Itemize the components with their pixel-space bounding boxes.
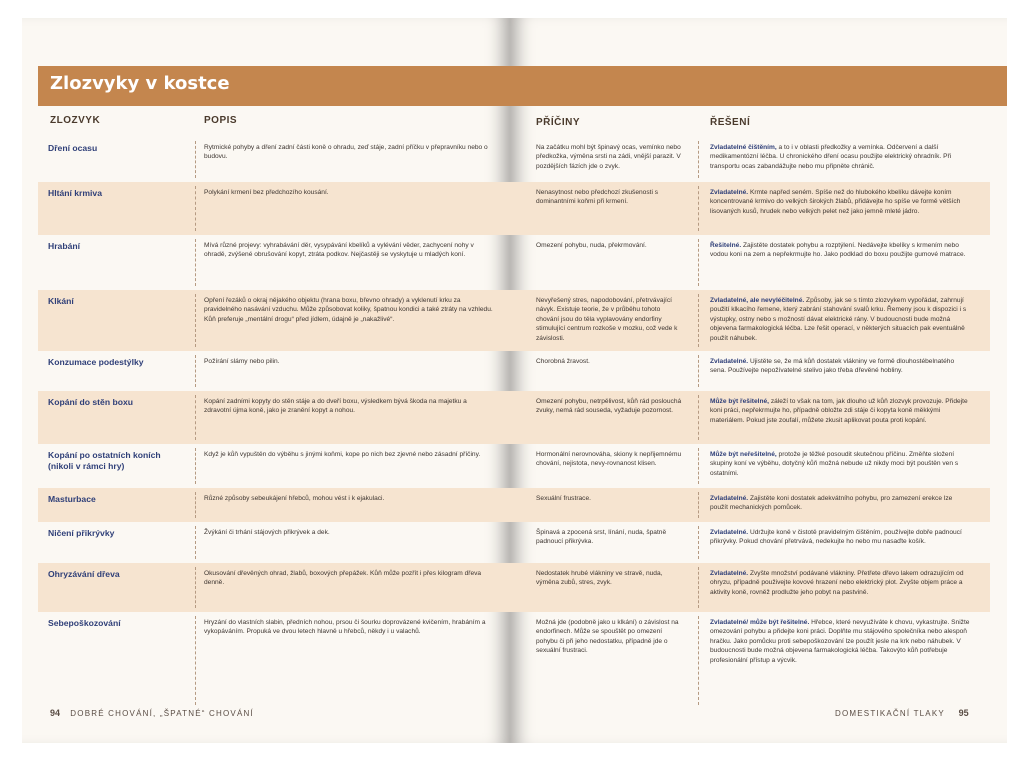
cause-text: Nevyřešený stres, napodobování, přetrvávající návyk. Existuje teorie, že v průběhu tohoto chování jsou do těla vyplavovány endorfiny stimulující centrum rozkoše v mozku, což vede k závislosti.: [536, 297, 678, 342]
table-row: [38, 137, 510, 182]
column-divider: [698, 294, 699, 347]
section-title: DOMESTIKAČNÍ TLAKY: [835, 709, 945, 718]
solution-body: Krmte napřed seném. Spíše než do hlubokého kbelíku dávejte koním koncentrované krmivo do velkých širokých žlabů, přidávejte ho spíše ve formě větších lisovaných kusů, hrudek nebo velkých pelet než jako jemně mleté jádro.: [710, 189, 961, 215]
habit-name: Kopání do stěn boxu: [48, 397, 133, 407]
page-number: 95: [958, 708, 969, 718]
solution-body: Zvyšte množství podávané vlákniny. Přetřete dřevo lakem odrazujícím od ohryzu, případně použivejte kovové hrazení nebo elektrický plot. Zvyšte objem práce a aktivity koně, rovněž prodlužte jeho pobyt na pastvině.: [710, 570, 964, 596]
table-row: [38, 290, 510, 351]
cause-text: Na začátku mohl být špinavý ocas, vemínko nebo předkožka, výměna srsti na zádi, vnější parazit. V pozdějších fázích jde o zvyk.: [536, 144, 681, 170]
solution-body: Způsoby, jak se s tímto zlozvykem vypořádat, zahrnují použití klkacího řemene, který zabrání stahování svalů krku. Řemeny jsou k dispozici i s výstupky, ostny nebo s možností dávat elektrické rány. V budoucnosti bude možná objevena farmakologická léčba. Lze řešit operací, v některých situacích pak eventuálně použít náhubek.: [710, 297, 967, 342]
column-divider: [195, 239, 196, 286]
habit-description: Mívá různé projevy: vyhrabávání děr, vysypávání kbelíků a vylévání věder, zachycení nohy v ohradě, zvýšené obrušování kopyt, ztráta podkov. Nejčastěji se vyskytuje u mladých koní.: [204, 242, 474, 259]
table-row: [510, 563, 990, 612]
habit-description: Různé způsoby sebeukájení hřebců, mohou vést i k ejakulaci.: [204, 495, 385, 502]
column-divider: [195, 526, 196, 559]
cause-text: Chorobná žravost.: [536, 358, 590, 365]
cause-text: Omezení pohybu, nuda, překrmování.: [536, 242, 647, 249]
solution-body: protože je těžké posoudit skutečnou příčinu. Změňte složení skupiny koní ve výběhu, dotyčný kůň možná nebude už nikdy moci být pouštěn ven s ostatními.: [710, 451, 959, 477]
habit-name: Ohryzávání dřeva: [48, 569, 120, 579]
table-row: [510, 522, 990, 563]
book-spread: [22, 18, 1007, 743]
solution-text: [710, 528, 972, 547]
habit-name: Kopání po ostatních koních (nikoli v rámci hry): [48, 450, 161, 471]
column-header-habit: ZLOZVYK: [50, 115, 101, 126]
table-row: [38, 182, 510, 235]
right-page: [510, 18, 1007, 743]
column-divider: [195, 141, 196, 178]
habit-description: Opření řezáků o okraj nějakého objektu (hrana boxu, břevno ohrady) a vyklenutí krku za pravidelného nasávání vzduchu. Může způsobovat koliky, špatnou kondici a také ztráty na vzhledu. Kůň preferuje „mentální drogu“ před jídlem, údajně je „nakažlivé“.: [204, 297, 493, 323]
table-row: [38, 522, 510, 563]
column-divider: [698, 141, 699, 178]
solution-label: Může být řešitelné,: [710, 398, 769, 405]
habit-name: Masturbace: [48, 494, 96, 504]
table-row: [38, 488, 510, 522]
habit-name: Hltání krmiva: [48, 188, 102, 198]
solution-body: Zajistěte koni dostatek adekvátního pohybu, pro zamezení erekce lze použít mechanických pomůcek.: [710, 495, 953, 512]
solution-body: Hřebce, které nevyužíváte k chovu, vykastrujte. Snižte omezování pohybu a přidejte koni práci. Doplňte mu stájového společníka nebo alespoň hračku. Jako pomůcku proti sebepoškozování lze použít jesle na krk nebo náhubek. V budoucnosti bude možná objevena farmakologická léčba. Takovýto kůň potřebuje profesionální přístup a výcvik.: [710, 619, 970, 664]
table-row: [510, 235, 990, 290]
habit-name: Ničení přikrývky: [48, 528, 115, 538]
column-divider: [698, 567, 699, 608]
habit-name: Sebepoškozování: [48, 618, 121, 628]
column-divider: [698, 186, 699, 231]
column-divider: [698, 616, 699, 705]
solution-body: záleží to však na tom, jak dlouho už kůň zlozvyk provozuje. Přidejte koni práci, nepřekrmujte ho, případně obložte zdi stáje či kopyta koně měkkými materiálem. Pokud jste zoufalí, můžete zkusit aplikovat pouta proti kopání.: [710, 398, 968, 424]
table-row: [510, 391, 990, 444]
solution-text: [710, 450, 972, 478]
column-divider: [195, 186, 196, 231]
solution-text: [710, 397, 972, 425]
habit-name: Klkání: [48, 296, 74, 306]
column-divider: [195, 567, 196, 608]
cause-text: Nenasytnost nebo předchozí zkušenosti s dominantními koňmi při krmení.: [536, 189, 659, 206]
solution-label: Zvladatelné.: [710, 495, 749, 502]
table-row: [510, 182, 990, 235]
column-divider: [195, 616, 196, 705]
column-divider: [698, 448, 699, 484]
habit-description: Kopání zadními kopyty do stěn stáje a do dveří boxu, výsledkem bývá škoda na majetku a zdravotní újma koně, jako je zranění kopyt a nohou.: [204, 398, 467, 415]
solution-body: a to i v oblasti předkožky a vemínka. Odčervení a další medikamentózní léčba. U chronického dření ocasu použijte elektrický ohradník. Při transportu ocas zabandážujte nebo mu připněte chránič.: [710, 144, 952, 170]
table-row: [510, 612, 990, 709]
table-row: [510, 351, 990, 391]
solution-text: [710, 357, 972, 376]
solution-body: Zajistěte dostatek pohybu a rozptýlení. Nedávejte kbelíky s krmením nebo vodou koni na zem a nepřekrmujte ho. Jako podklad do boxu použijte gumové matrace.: [710, 242, 966, 259]
column-divider: [195, 395, 196, 440]
solution-label: Zvladatelné, ale nevyléčitelné.: [710, 297, 805, 304]
habit-description: Když je kůň vypuštěn do výběhu s jinými koňmi, kope po nich bez zjevné nebo zásadní příčiny.: [204, 451, 481, 458]
column-divider: [698, 355, 699, 387]
solution-text: [710, 143, 972, 171]
cause-text: Nedostatek hrubé vlákniny ve stravě, nuda, výměna zubů, stres, zvyk.: [536, 570, 663, 587]
table-row: [510, 137, 990, 182]
column-header-solution: ŘEŠENÍ: [710, 117, 751, 128]
cause-text: Špinavá a zpocená srst, línání, nuda, špatně padnoucí přikrývka.: [536, 529, 667, 546]
habit-description: Požírání slámy nebo pilin.: [204, 358, 280, 365]
table-row: [510, 444, 990, 488]
column-divider: [195, 448, 196, 484]
solution-label: Zvladatelné.: [710, 529, 749, 536]
habit-description: Rytmické pohyby a dření zadní části koně o ohradu, zeď stáje, zadní příčku v přepravníku nebo o budovu.: [204, 144, 488, 161]
solution-text: [710, 618, 972, 665]
table-row: [38, 563, 510, 612]
column-divider: [698, 239, 699, 286]
page-number: 94: [50, 708, 61, 718]
solution-body: Ujistěte se, že má kůň dostatek vlákniny ve formě dlouhostébelnatého sena. Používejte nepožívatelné stelivo jako třeba dřevěné hobliny.: [710, 358, 955, 375]
cause-text: Možná jde (podobně jako u klkání) o závislost na endorfinech. Může se spouštět po omezení pohybu či při jeho nedostatku, případně jde o sexuální frustraci.: [536, 619, 679, 655]
habit-description: Hryzání do vlastních slabin, předních nohou, prsou či šourku doprovázené kvičením, hrabáním a vykopáváním. Propuká ve dvou letech hlavně u hřebců, někdy i u valachů.: [204, 619, 486, 636]
column-divider: [195, 492, 196, 518]
solution-text: [710, 241, 972, 260]
habit-description: Polykání krmení bez předchozího kousání.: [204, 189, 329, 196]
solution-text: [710, 188, 972, 216]
habit-description: Žvýkání či trhání stájových přikrývek a dek.: [204, 529, 330, 536]
solution-label: Může být neřešitelné,: [710, 451, 777, 458]
chapter-title: DOBRÉ CHOVÁNÍ, „ŠPATNÉ“ CHOVÁNÍ: [70, 709, 254, 718]
title-banner-continued: [510, 66, 1007, 106]
solution-text: [710, 296, 972, 343]
left-page: [22, 18, 510, 743]
cause-text: Sexuální frustrace.: [536, 495, 591, 502]
column-divider: [698, 526, 699, 559]
habit-name: Hrabání: [48, 241, 80, 251]
solution-label: Zvladatelné.: [710, 570, 749, 577]
column-divider: [195, 355, 196, 387]
column-divider: [698, 395, 699, 440]
solution-text: [710, 494, 972, 513]
solution-label: Zvladatelné.: [710, 358, 749, 365]
column-divider: [698, 492, 699, 518]
habit-name: Konzumace podestýlky: [48, 357, 144, 367]
cause-text: Omezení pohybu, netrpělivost, kůň rád poslouchá zvuky, nemá rád souseda, vyžaduje pozornost.: [536, 398, 682, 415]
table-row: [510, 488, 990, 522]
solution-label: Zvladatelné čištěním,: [710, 144, 777, 151]
cause-text: Hormonální nerovnováha, skiony k nepřijemnému chování, nejistota, nevy-rovnanost klisen.: [536, 451, 682, 468]
table-row: [38, 235, 510, 290]
table-row: [510, 290, 990, 351]
table-row: [38, 391, 510, 444]
table-row: [38, 444, 510, 488]
column-header-description: POPIS: [204, 115, 238, 126]
solution-label: Zvladatelné.: [710, 189, 749, 196]
habit-name: Dření ocasu: [48, 143, 98, 153]
column-divider: [195, 294, 196, 347]
solution-text: [710, 569, 972, 597]
table-row: [38, 612, 510, 709]
solution-label: Zvladatelné/ může být řešitelné.: [710, 619, 810, 626]
column-header-causes: PŘÍČINY: [536, 117, 581, 128]
habit-description: Okusování dřevěných ohrad, žlabů, boxových přepážek. Kůň může pozřít i přes kilogram dřeva denně.: [204, 570, 482, 587]
solution-body: Udržujte koně v čistotě pravidelným čištěním, používejte dobře padnoucí přikrývky. Pokud chování přetrvává, nedekujte ho nebo mu nasaďte košík.: [710, 529, 962, 546]
page-title: Zlozvyky v kostce: [50, 73, 230, 94]
solution-label: Řešitelné.: [710, 242, 742, 249]
left-footer: [50, 708, 254, 718]
right-footer: [835, 708, 969, 718]
table-row: [38, 351, 510, 391]
